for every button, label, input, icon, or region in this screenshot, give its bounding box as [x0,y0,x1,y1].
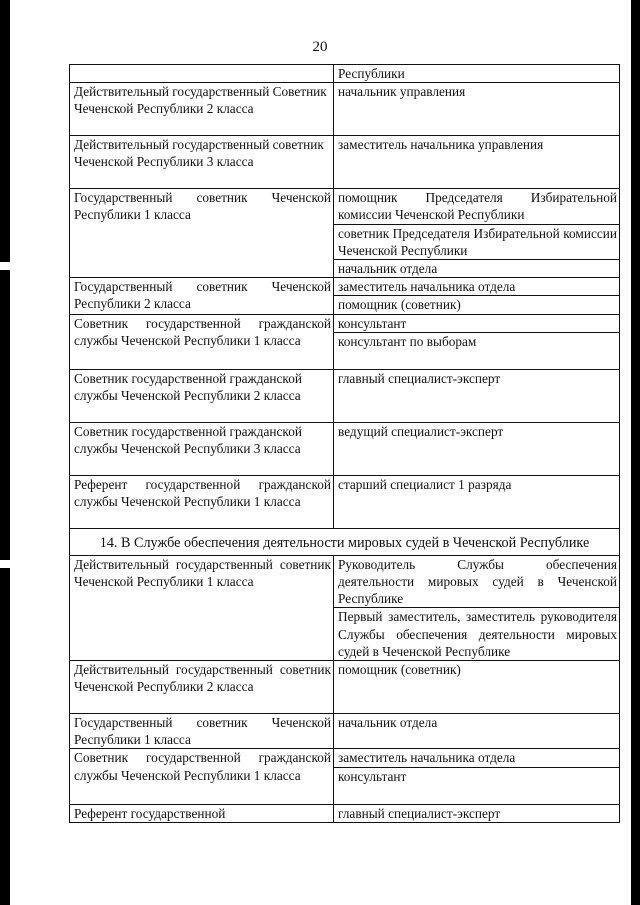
table-row [70,369,620,422]
position-cell: начальник отдела [334,714,620,749]
position-cell: консультант [334,314,620,332]
position-cell: помощник Председателя Избирательной комиссии Чеченской Республики [334,189,620,224]
scan-edge-gap [0,560,10,568]
table-row [70,555,620,608]
rank-cell [70,65,334,83]
position-cell: главный специалист-эксперт [334,369,620,422]
position-cell: помощник (советник) [334,661,620,714]
position-cell: ведущий специалист-эксперт [334,422,620,475]
table-row [70,714,620,749]
scan-edge-left [0,0,10,905]
section-heading: 14. В Службе обеспечения деятельности мировых судей в Чеченской Республике [70,528,620,555]
table-row [70,422,620,475]
rank-cell: Государственный советник Чеченской Республики 1 класса [70,189,334,278]
ranks-positions-table [69,64,620,823]
rank-cell: Государственный советник Чеченской Республики 2 класса [70,278,334,314]
position-cell: старший специалист 1 разряда [334,475,620,528]
table-row [70,528,620,555]
rank-cell: Действительный государственный Советник Чеченской Республики 2 класса [70,83,334,136]
position-cell: Первый заместитель, заместитель руководителя Службы обеспечения деятельности мировых судей в Чеченской Республике [334,608,620,661]
scan-edge-gap [0,262,10,270]
position-cell: советник Председателя Избирательной комиссии Чеченской Республики [334,224,620,259]
rank-cell: Действительный государственный советник Чеченской Республики 3 класса [70,136,334,189]
page-number: 20 [312,39,328,55]
rank-cell: Действительный государственный советник Чеченской Республики 2 класса [70,661,334,714]
rank-cell: Советник государственной гражданской службы Чеченской Республики 2 класса [70,369,334,422]
table-row [70,314,620,332]
position-cell: главный специалист-эксперт [334,804,620,822]
table-row [70,189,620,224]
table-row [70,278,620,296]
position-cell: заместитель начальника отдела [334,278,620,296]
table-row [70,475,620,528]
position-cell: Республики [334,65,620,83]
table-row [70,804,620,822]
position-cell: консультант [334,767,620,804]
position-cell: помощник (советник) [334,296,620,314]
position-cell: консультант по выборам [334,332,620,369]
rank-cell: Действительный государственный советник Чеченской Республики 1 класса [70,555,334,660]
table-row [70,661,620,714]
table-row [70,136,620,189]
rank-cell: Референт государственной гражданской службы Чеченской Республики 1 класса [70,475,334,528]
position-cell: начальник управления [334,83,620,136]
rank-cell: Советник государственной гражданской службы Чеченской Республики 1 класса [70,314,334,369]
rank-cell: Советник государственной гражданской службы Чеченской Республики 3 класса [70,422,334,475]
table-row [70,83,620,136]
scan-edge-right [631,0,640,905]
table-row [70,65,620,83]
table-row [70,749,620,767]
rank-cell: Советник государственной гражданской службы Чеченской Республики 1 класса [70,749,334,804]
rank-cell: Референт государственной [70,804,334,822]
position-cell: начальник отдела [334,260,620,278]
position-cell: заместитель начальника отдела [334,749,620,767]
position-cell: заместитель начальника управления [334,136,620,189]
rank-cell: Государственный советник Чеченской Республики 1 класса [70,714,334,749]
position-cell: Руководитель Службы обеспечения деятельности мировых судей в Чеченской Республике [334,555,620,608]
